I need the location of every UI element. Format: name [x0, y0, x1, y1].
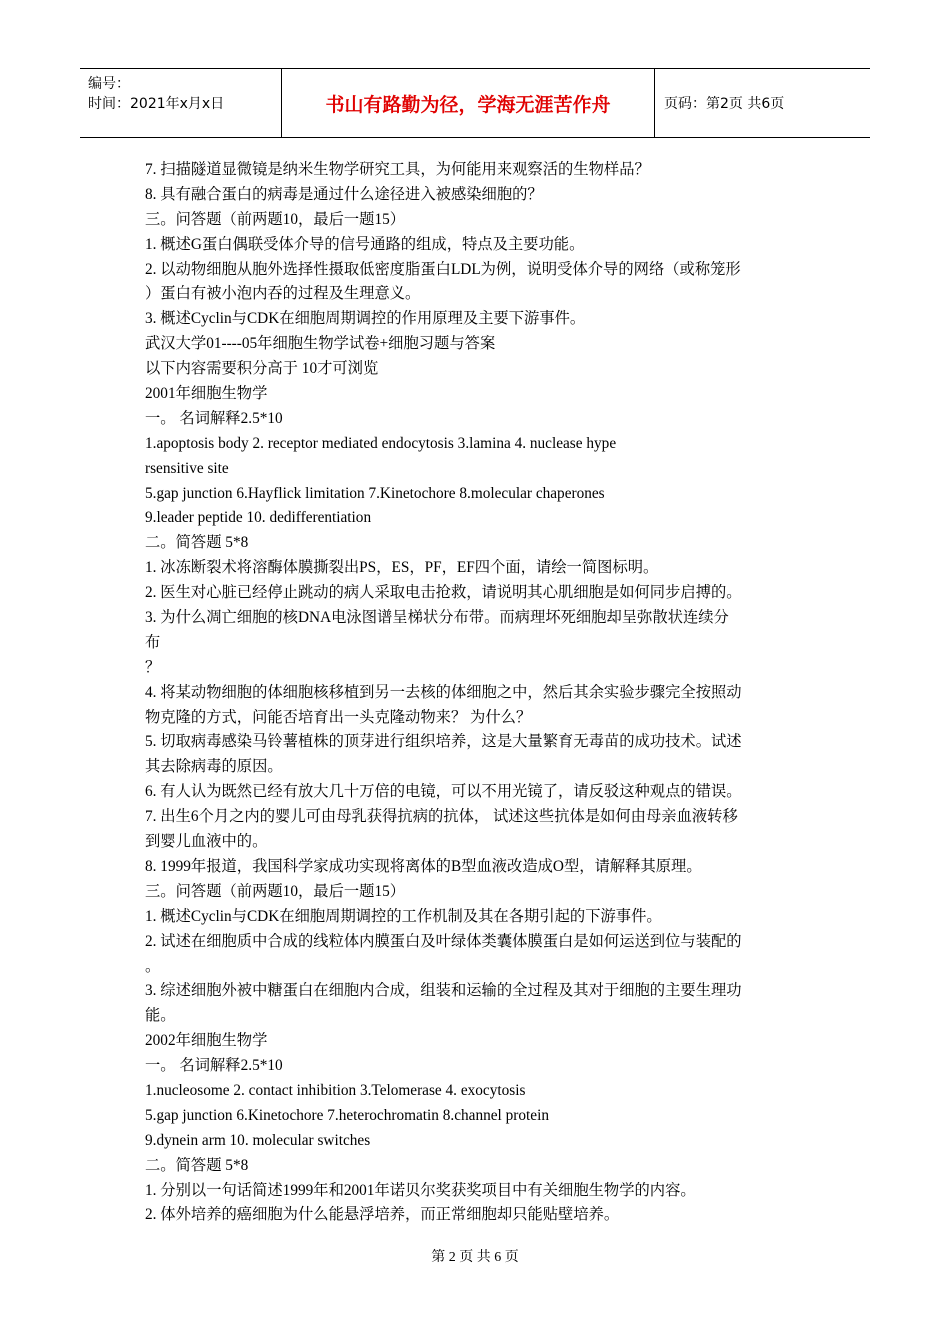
- text-line: 二。简答题 5*8: [145, 1156, 249, 1174]
- text-line: 1.nucleosome 2. contact inhibition 3.Telomerase 4. exocytosis: [145, 1081, 526, 1099]
- document-number-label: 编号：: [88, 76, 130, 92]
- text-line: 2002年细胞生物学: [145, 1032, 268, 1050]
- text-line: 能。: [145, 1007, 176, 1025]
- text-line: 1. 冰冻断裂术将溶酶体膜撕裂出PS，ES，PF，EF四个面，请绘一简图标明。: [145, 559, 659, 577]
- text-line: 9.leader peptide 10. dedifferentiation: [145, 509, 372, 527]
- text-line: 三。问答题（前两题10，最后一题15）: [145, 882, 406, 900]
- text-line: 2. 医生对心脏已经停止跳动的病人采取电击抢救，请说明其心肌细胞是如何同步启搏的。: [145, 584, 742, 602]
- text-line: 2001年细胞生物学: [145, 385, 268, 403]
- text-line: rsensitive site: [145, 459, 229, 477]
- page-header: [80, 68, 870, 138]
- text-line: 三。问答题（前两题10，最后一题15）: [145, 210, 406, 228]
- text-line: 3. 为什么凋亡细胞的核DNA电泳图谱呈梯状分布带。而病理坏死细胞却呈弥散状连续分: [145, 609, 729, 627]
- text-line: 1. 概述G蛋白偶联受体介导的信号通路的组成，特点及主要功能。: [145, 235, 585, 253]
- text-line: 9.dynein arm 10. molecular switches: [145, 1131, 371, 1149]
- text-line: 5. 切取病毒感染马铃薯植株的顶芽进行组织培养，这是大量繁育无毒苗的成功技术。试述: [145, 733, 742, 751]
- text-line: ）蛋白有被小泡内吞的过程及生理意义。: [145, 285, 421, 303]
- text-line: 布: [145, 633, 161, 651]
- text-line: 5.gap junction 6.Kinetochore 7.heterochromatin 8.channel protein: [145, 1106, 549, 1124]
- text-line: ？: [145, 658, 161, 676]
- text-line: 一。 名词解释2.5*10: [145, 409, 283, 427]
- text-line: 4. 将某动物细胞的体细胞核移植到另一去核的体细胞之中，然后其余实验步骤完全按照动: [145, 683, 742, 701]
- text-line: 7. 出生6个月之内的婴儿可由母乳获得抗病的抗体， 试述这些抗体是如何由母亲血液转移: [145, 808, 738, 826]
- header-page-info: 页码：第2页 共6页: [664, 96, 785, 112]
- text-line: 3. 概述Cyclin与CDK在细胞周期调控的作用原理及主要下游事件。: [145, 310, 586, 328]
- text-line: 到婴儿血液中的。: [145, 833, 268, 851]
- document-body: [145, 158, 810, 1228]
- text-line: 6. 有人认为既然已经有放大几十万倍的电镜，可以不用光镜了，请反驳这种观点的错误。: [145, 783, 742, 801]
- page-footer: 第 2 页 共 6 页: [431, 1250, 519, 1265]
- text-line: 3. 综述细胞外被中糖蛋白在细胞内合成，组装和运输的全过程及其对于细胞的主要生理功: [145, 982, 742, 1000]
- text-line: 2. 体外培养的癌细胞为什么能悬浮培养，而正常细胞却只能贴壁培养。: [145, 1206, 620, 1224]
- text-line: 5.gap junction 6.Hayflick limitation 7.Kinetochore 8.molecular chaperones: [145, 484, 605, 502]
- text-line: 1. 概述Cyclin与CDK在细胞周期调控的工作机制及其在各期引起的下游事件。: [145, 907, 662, 925]
- text-line: 1.apoptosis body 2. receptor mediated endocytosis 3.lamina 4. nuclease hype: [145, 434, 617, 452]
- header-motto: 书山有路勤为径，学海无涯苦作舟: [281, 69, 655, 137]
- text-line: 武汉大学01----05年细胞生物学试卷+细胞习题与答案: [145, 335, 496, 353]
- text-line: 2. 以动物细胞从胞外选择性摄取低密度脂蛋白LDL为例，说明受体介导的网络（或称笼形: [145, 260, 741, 278]
- text-line: 2. 试述在细胞质中合成的线粒体内膜蛋白及叶绿体类囊体膜蛋白是如何运送到位与装配的: [145, 932, 742, 950]
- text-line: 。: [145, 957, 161, 975]
- text-line: 1. 分别以一句话简述1999年和2001年诺贝尔奖获奖项目中有关细胞生物学的内容。: [145, 1181, 696, 1199]
- text-line: 二。简答题 5*8: [145, 534, 249, 552]
- header-left-cell: [80, 69, 281, 137]
- text-line: 8. 1999年报道，我国科学家成功实现将离体的B型血液改造成O型，请解释其原理。: [145, 857, 702, 875]
- text-line: 以下内容需要积分高于 10才可浏览: [145, 360, 379, 378]
- document-date-label: 时间：2021年x月x日: [88, 96, 225, 112]
- text-line: 8. 具有融合蛋白的病毒是通过什么途径进入被感染细胞的？: [145, 185, 543, 203]
- text-line: 7. 扫描隧道显微镜是纳米生物学研究工具，为何能用来观察活的生物样品？: [145, 161, 650, 178]
- text-line: 一。 名词解释2.5*10: [145, 1057, 283, 1075]
- text-line: 物克隆的方式，问能否培育出一头克隆动物来？ 为什么？: [145, 708, 532, 726]
- text-line: 其去除病毒的原因。: [145, 758, 283, 776]
